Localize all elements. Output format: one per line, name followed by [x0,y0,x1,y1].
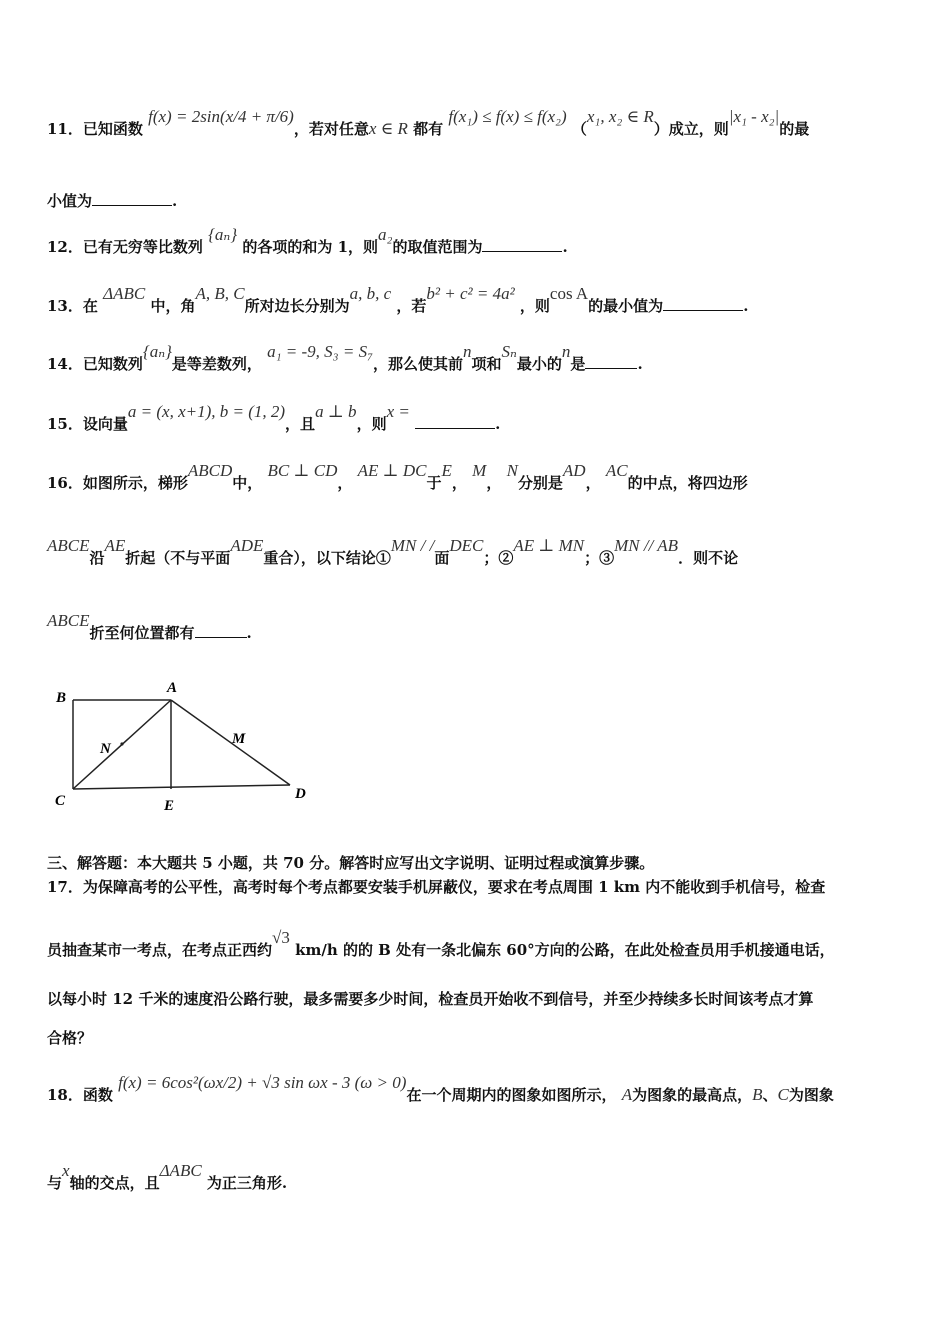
text: （ [571,120,587,138]
formula: a₁ = -9, S₃ = S₇ [267,342,373,361]
text: 轴的交点，且 [69,1174,160,1192]
label-C: C [55,793,66,809]
answer-blank[interactable] [482,250,562,252]
text: ．则不论 [678,549,739,567]
question-number: 18． [47,1086,83,1104]
formula: f(x₁) ≤ f(x) ≤ f(x₂) [448,107,567,126]
text: 都有 [413,120,444,138]
text: ，若对任意 [293,120,369,138]
text: ， [486,474,502,492]
formula: AE ⊥ MN [513,536,585,555]
q17-line1: 17．为保障高考的公平性，高考时每个考点都要安装手机屏蔽仪，要求在考点周围 1 km 内不能收到手机信号，检查 [47,878,826,896]
label-E: E [164,798,175,814]
formula: A [621,1085,633,1104]
formula: AD [562,461,586,480]
formula: x [62,1161,70,1180]
text: 函数 [82,1086,113,1104]
formula: b² + c² = 4a² [426,284,515,303]
formula: n [561,342,571,361]
text: 员抽查某市一考点，在考点正西约 [47,941,273,959]
text: . [246,624,252,642]
formula: B [752,1085,763,1104]
text: ；② [483,549,514,567]
text: ）成立，则 [653,120,729,138]
q16-line3 [47,611,910,643]
question-number: 16． [47,474,83,492]
formula: cos A [549,284,589,303]
formula: {aₙ} [142,342,172,361]
question-number: 12． [47,238,83,256]
formula: E [441,461,452,480]
text: 已有无穷等比数列 [82,238,203,256]
formula: a, b, c [349,284,392,303]
text: ，那么使其前 [372,355,463,373]
label-M: M [232,731,246,747]
answer-blank[interactable] [663,309,743,311]
text: 是等差数列， [171,355,262,373]
text: 面 [434,549,450,567]
text: . [637,355,643,373]
formula: f(x) = 2sin(x/4 + π/6) [148,107,294,126]
q14-line [47,342,910,374]
q11-line1 [47,107,910,139]
text: . [172,192,178,210]
formula: n [463,342,472,361]
text: ， [337,474,353,492]
text: 的各项的和为 1，则 [242,238,379,256]
edge-CD [73,785,290,789]
question-number: 11． [47,120,83,138]
q17-line3: 以每小时 12 千米的速度沿公路行驶，最多需要多少时间，检查员开始收不到信号，并至少持续多长时间该考点才算 [47,990,814,1008]
formula: ABCE [47,611,90,630]
text: ，则 [356,415,387,433]
text: 项和 [471,355,502,373]
formula: ΔABC [103,284,146,303]
text: 为正三角形. [206,1174,288,1192]
formula: AC [605,461,628,480]
formula: x = [386,402,410,421]
text: ；③ [584,549,615,567]
text: 的取值范围为 [392,238,483,256]
answer-blank[interactable] [415,427,495,429]
text: ， [451,474,467,492]
q11-line2 [47,190,910,211]
q17-line2 [47,928,910,960]
edge-AD [171,700,290,785]
text: 如图所示，梯形 [82,474,188,492]
q18-line1 [47,1073,910,1105]
question-number: 15． [47,415,83,433]
text: 于 [426,474,442,492]
formula: a = (x, x+1), b = (1, 2) [127,402,286,421]
formula: ABCD [187,461,233,480]
answer-blank[interactable] [585,367,637,369]
formula: A, B, C [195,284,245,303]
text: 设向量 [82,415,128,433]
formula: {aₙ} [208,225,238,244]
trapezoid-figure [40,670,330,820]
q16-line2 [47,536,910,568]
text: km/h 的的 B 处有一条北偏东 60°方向的公路，在此处检查员用手机接通电话， [295,941,835,959]
text: 所对边长分别为 [244,297,350,315]
point-N [120,742,123,745]
text: ，若 [396,297,427,315]
text: 、 [762,1086,778,1104]
formula: MN // AB [614,536,679,555]
answer-blank[interactable] [195,636,247,638]
text: . [562,238,568,256]
text: 的中点，将四边形 [627,474,748,492]
formula: f(x) = 6cos²(ωx/2) + √3 sin ωx - 3 (ω > 0) [118,1073,407,1092]
text: 为图象的最高点， [632,1086,753,1104]
formula: x₁, x₂ ∈ R [586,107,654,126]
formula: M [472,461,487,480]
formula: a ⊥ b [315,402,357,421]
formula: √3 [272,928,290,947]
q15-line [47,402,910,434]
section-heading: 三、解答题：本大题共 5 小题，共 70 分。解答时应写出文字说明、证明过程或演算步骤。 [47,854,655,872]
text: ，则 [519,297,550,315]
formula: AE ⊥ DC [357,461,427,480]
text: 最小的 [516,355,562,373]
text: 中，角 [150,297,196,315]
text: 中， [232,474,263,492]
question-number: 14． [47,355,83,373]
text: 沿 [89,549,105,567]
q12-line [47,225,910,257]
label-D: D [295,786,306,802]
text: ，且 [285,415,316,433]
text: 的最小值为 [588,297,664,315]
question-number: 13． [47,297,83,315]
text: 是 [570,355,586,373]
text: 的最 [779,120,810,138]
formula: AE [104,536,126,555]
formula: C [777,1085,789,1104]
formula: x ∈ R [368,119,408,138]
text: 折起（不与平面 [125,549,231,567]
text: . [743,297,749,315]
formula: ADE [230,536,264,555]
text: 在 [82,297,98,315]
text: 重合），以下结论① [263,549,391,567]
label-A: A [167,680,178,696]
answer-blank[interactable] [92,204,172,206]
text: 已知函数 [82,120,143,138]
q16-line1 [47,461,910,493]
formula: BC ⊥ CD [267,461,338,480]
text: ， [585,474,601,492]
formula: ΔABC [159,1161,202,1180]
text: 小值为 [47,192,93,210]
formula: MN / / [390,536,435,555]
text: 为图象 [788,1086,834,1104]
text: 折至何位置都有 [89,624,195,642]
q18-line2 [47,1161,910,1193]
text: 已知数列 [82,355,143,373]
label-N: N [100,741,111,757]
text: 在一个周期内的图象如图所示， [406,1086,617,1104]
text: . [495,415,501,433]
formula: N [506,461,518,480]
formula: DEC [449,536,484,555]
q13-line [47,284,910,316]
formula: |x₁ - x₂| [728,107,780,126]
text: 与 [47,1174,63,1192]
q17-line4: 合格？ [47,1029,93,1047]
label-B: B [56,690,67,706]
formula: Sₙ [501,342,517,361]
text: 分别是 [517,474,563,492]
formula: a₂ [378,225,393,244]
formula: ABCE [47,536,90,555]
